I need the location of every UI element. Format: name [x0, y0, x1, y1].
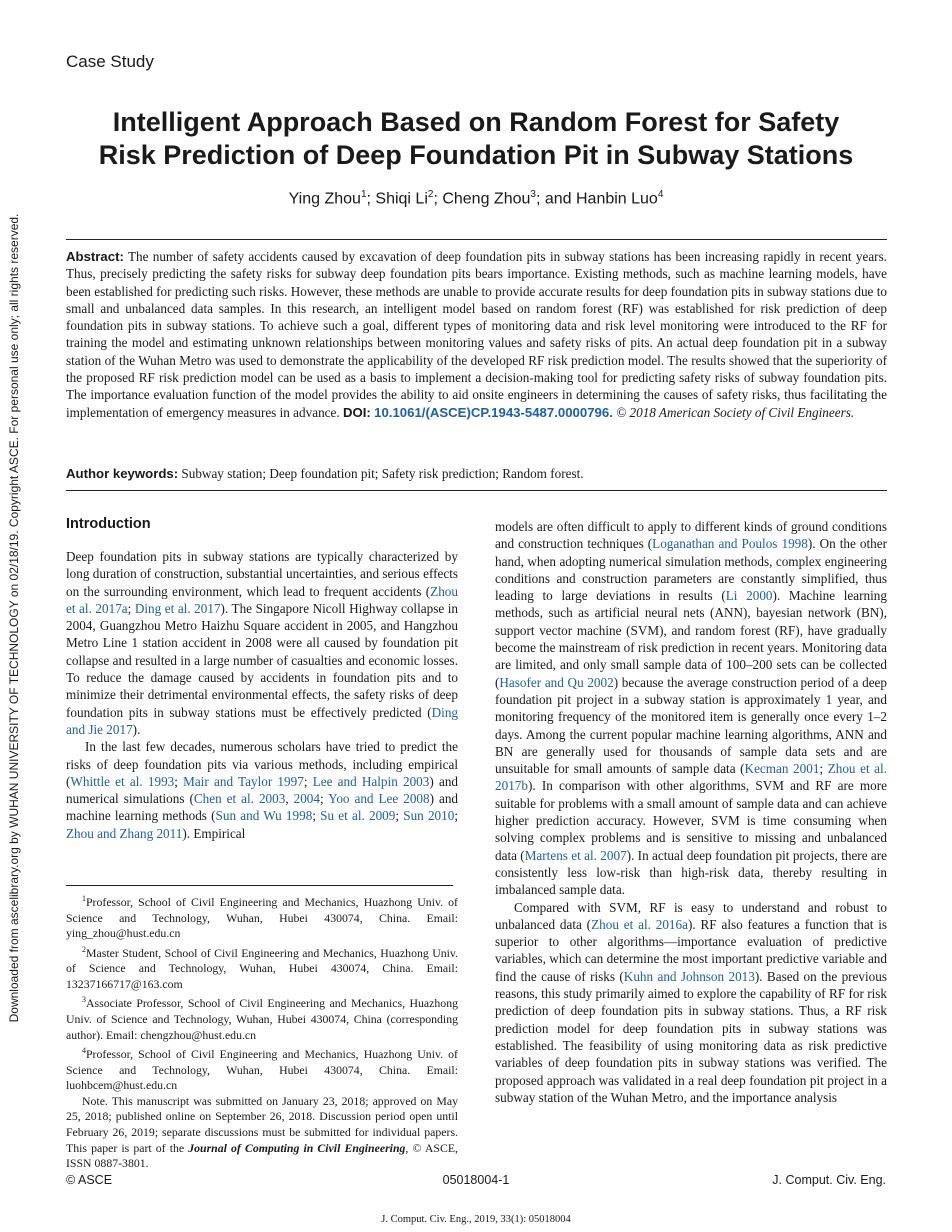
- note-issn: , © ASCE, ISSN 0887-3801.: [66, 1140, 458, 1171]
- citation-link[interactable]: Sun and Wu 1998: [215, 808, 313, 824]
- download-notice-text: Downloaded from ascelibrary.org by WUHAN UNIVERSITY OF TECHNOLOGY on 02/18/19. Copyright ASCE. For personal use only; all rights reserved.: [7, 213, 21, 1023]
- citation-link[interactable]: Li 2000: [725, 588, 773, 604]
- footer-journal: J. Comput. Civ. Eng.: [772, 1173, 886, 1187]
- footnote-text: Associate Professor, School of Civil Engineering and Mechanics, Huazhong Univ. of Science and Technology, Wuhan, Hubei 430074, China (corresponding author). Email: chengzhou@hust.edu.cn: [66, 996, 458, 1042]
- footnote-marker: 4: [82, 1046, 86, 1056]
- citation-link[interactable]: Zhou and Zhang 2011: [66, 825, 183, 841]
- citation-link[interactable]: Ding et al. 2017: [134, 600, 221, 616]
- footnote-rule: [66, 885, 453, 886]
- footnote: [66, 891, 458, 942]
- footnote-marker: 2: [82, 944, 86, 954]
- citation-link[interactable]: Kecman 2001: [744, 761, 820, 777]
- footnote: [66, 942, 458, 993]
- author-name: Ying Zhou: [288, 190, 361, 208]
- author-list: Ying Zhou$^1$; Shiqi Li$^2$; Cheng Zhou$^3$; and Hanbin Luo$^4$: [288, 189, 664, 208]
- author-keywords: [66, 465, 887, 482]
- citation-link[interactable]: Ding and Jie 2017: [66, 704, 458, 737]
- keywords-label: Author keywords:: [66, 466, 179, 481]
- citation-link[interactable]: Loganathan and Poulos 1998: [652, 536, 808, 552]
- footnotes: [66, 891, 458, 1172]
- note-text: Note. This manuscript was submitted on January 23, 2018; approved on May 25, 2018; published online on September 26, 2018. Discussion period open until February 26, 2019; separate discussions must be submitted for individual papers. This paper is part of the: [66, 1093, 458, 1155]
- citation-link[interactable]: Yoo and Lee 2008: [328, 791, 430, 807]
- citation-link[interactable]: Sun 2010: [403, 808, 455, 824]
- citation-link[interactable]: Whittle et al. 1993: [70, 773, 175, 789]
- author-name: Shiqi Li: [375, 190, 428, 208]
- doi-link[interactable]: 10.1061/(ASCE)CP.1943-5487.0000796.: [374, 404, 613, 420]
- citation-link[interactable]: Zhou et al. 2017b: [495, 761, 888, 794]
- author-affiliations: [66, 891, 458, 1094]
- author-affiliation-marker: 1: [360, 189, 367, 200]
- section-heading-introduction: Introduction: [66, 516, 151, 532]
- intro-paragraph-3: models are often difficult to apply to different kinds of ground conditions and construction techniques (Loganathan and Poulos 1998). On the other hand, when adopting numerical simulation methods, complex engineering conditions and construction parameters are constantly simplified, thus leading to large deviations in results (Li 2000). Machine learning methods, such as artificial neural nets (ANN), bayesian network (BN), support vector machine (SVM), and random forest (RF), have gradually become the mainstream of risk prediction in recent years. Monitoring data are limited, and only small sample data of 100–200 sets can be collected (Hasofer and Qu 2002) because the average construction period of a deep foundation pit project in a subway station is approximately 1 year, and monitoring frequency of the monitored item is generally once every 1–2 days. Among the current popular machine learning algorithms, ANN and BN are generally used for thousands of sample data sets and are unsuitable for small amounts of sample data (Kecman 2001; Zhou et al. 2017b). In comparison with other algorithms, SVM and RF are more suitable for problems with a small amount of sample data and can achieve higher prediction accuracy. However, SVM is time consuming when solving complex problems and is sensitive to missing and unbalanced data (Martens et al. 2007). In actual deep foundation pit projects, there are consistently less low-risk than high-risk data, thereby resulting in imbalanced sample data.: [495, 519, 888, 898]
- footnote: [66, 992, 458, 1043]
- footer-publisher: © ASCE: [66, 1173, 113, 1187]
- citation-link[interactable]: Su et al. 2009: [320, 808, 396, 824]
- citation-link[interactable]: Zhou et al. 2017a: [66, 583, 458, 616]
- citation-link[interactable]: Chen et al. 2003: [193, 791, 286, 807]
- manuscript-note: [66, 1094, 458, 1172]
- footnote-marker: 1: [82, 894, 86, 903]
- citation-link[interactable]: Kuhn and Johnson 2013: [623, 968, 755, 984]
- footnote-marker: 3: [82, 995, 86, 1005]
- author-affiliation-marker: 3: [530, 189, 536, 200]
- keywords-text: Subway station; Deep foundation pit; Safety risk prediction; Random forest.: [181, 466, 584, 481]
- paper-title: [66, 106, 886, 172]
- citation-line: J. Comput. Civ. Eng., 2019, 33(1): 05018004: [381, 1214, 571, 1225]
- abstract: [66, 248, 887, 421]
- footnote-text: Professor, School of Civil Engineering and Mechanics, Huazhong Univ. of Science and Technology, Wuhan, Hubei 430074, China. Email: luohbcem@hust.edu.cn: [66, 1047, 458, 1093]
- footnote: [66, 1043, 458, 1094]
- citation-link[interactable]: Martens et al. 2007: [524, 847, 627, 863]
- left-column: [66, 516, 458, 842]
- author-affiliation-marker: 4: [657, 189, 664, 200]
- citation-link[interactable]: Mair and Taylor 1997: [183, 773, 304, 789]
- intro-paragraph-2: In the last few decades, numerous scholars have tried to predict the risks of deep foundation pits via various methods, including empirical (Whittle et al. 1993; Mair and Taylor 1997; Lee and Halpin 2003) and numerical simulations (Chen et al. 2003, 2004; Yoo and Lee 2008) and machine learning methods (Sun and Wu 1998; Su et al. 2009; Sun 2010; Zhou and Zhang 2011). Empirical: [66, 739, 459, 841]
- article-type: Case Study: [66, 52, 154, 71]
- abstract-bottom-rule: [66, 490, 887, 491]
- copyright-notice: © 2018 American Society of Civil Engineers.: [616, 404, 855, 420]
- footer-page-id: 05018004-1: [442, 1173, 510, 1187]
- right-column: [495, 518, 887, 1106]
- footnote-text: Master Student, School of Civil Engineering and Mechanics, Huazhong Univ. of Science and Technology, Wuhan, Hubei 430074, China. Email: 13237166717@163.com: [66, 945, 458, 991]
- title-line-1: Intelligent Approach Based on Random Forest for Safety: [112, 107, 840, 137]
- author-name: Cheng Zhou: [442, 190, 531, 208]
- abstract-text: The number of safety accidents caused by excavation of deep foundation pits in subway stations has been increasing rapidly in recent years. Thus, precisely predicting the safety risks for subway deep foundation pits bears importance. Existing methods, such as machine learning models, have been established for predicting such risks. However, these methods are unable to provide accurate results for deep foundation pits in subway stations due to small and unbalanced data samples. In this research, an intelligent model based on random forest (RF) was established for risk prediction of deep foundation pits in subway stations. To achieve such a goal, different types of monitoring data and risk level monitoring were introduced to the RF for training the model and estimating unknown relationships between monitoring values and safety risks of pits. An actual deep foundation pit in a subway station of the Wuhan Metro was used to demonstrate the applicability of the developed RF risk prediction model. The results showed that the superiority of the proposed RF risk prediction model can be used as a basis to implement a decision-making tool for predicting safety risks of subway foundation pits. The importance evaluation function of the model provides the ability to aid onsite engineers in determining the causes of safety risks, thus facilitating the implementation of emergency measures in advance.: [66, 249, 887, 420]
- citation-link[interactable]: Zhou et al. 2016a: [591, 916, 688, 932]
- citation-link[interactable]: 2004: [293, 791, 320, 807]
- intro-paragraph-1: Deep foundation pits in subway stations are typically characterized by long duration of construction, substantial uncertainties, and serious effects on the surrounding environment, which lead to frequent accidents (Zhou et al. 2017a; Ding et al. 2017). The Singapore Nicoll Highway collapse in 2004, Guangzhou Metro Haizhu Square accident in 2005, and Hangzhou Metro Line 1 station accident in 2008 were all caused by foundation pit collapse and resulted in a large number of casualties and economic losses. To reduce the damage caused by accidents in foundation pits and to minimize their detrimental environmental effects, the safety risks of deep foundation pits in subway stations must be effectively predicted (Ding and Jie 2017).: [66, 549, 458, 737]
- doi-label: DOI:: [342, 404, 371, 420]
- footnote-text: Professor, School of Civil Engineering and Mechanics, Huazhong Univ. of Science and Technology, Wuhan, Hubei 430074, China. Email: ying_zhou@hust.edu.cn: [66, 894, 458, 941]
- author-name: Hanbin Luo: [575, 190, 658, 208]
- title-line-2: Risk Prediction of Deep Foundation Pit in Subway Stations: [98, 140, 854, 170]
- author-affiliation-marker: 2: [427, 189, 434, 200]
- citation-link[interactable]: Lee and Halpin 2003: [312, 773, 430, 789]
- citation-link[interactable]: Hasofer and Qu 2002: [499, 674, 614, 690]
- intro-paragraph-4: Compared with SVM, RF is easy to understand and robust to unbalanced data (Zhou et al. 2016a). RF also features a function that is superior to other algorithms—importance evaluation of predictive variables, which can determine the most important predictive variable and find the cause of risks (Kuhn and Johnson 2013). Based on the previous reasons, this study primarily aimed to explore the capability of RF for risk prediction of deep foundation pits in subway stations. Thus, a RF risk prediction model for deep foundation pits in subway stations was established. The feasibility of using monitoring data as risk predictive variables of deep foundation pits in subway stations was verified. The proposed approach was validated in a real deep foundation pit project in a subway station of the Wuhan Metro, and the importance analysis: [495, 899, 887, 1105]
- abstract-label: Abstract:: [66, 249, 124, 264]
- journal-name: Journal of Computing in Civil Engineering: [188, 1140, 406, 1155]
- abstract-top-rule: [66, 239, 887, 240]
